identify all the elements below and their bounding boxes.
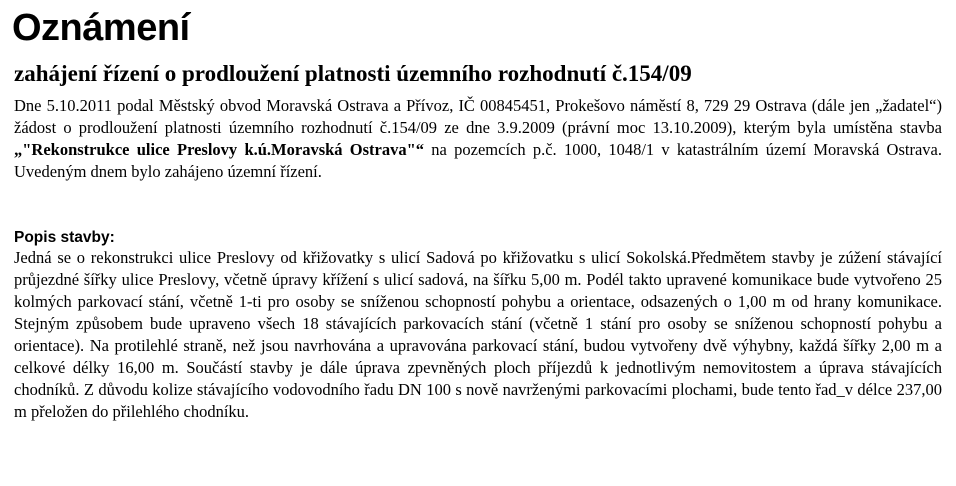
intro-paragraph xyxy=(14,95,942,183)
intro-text-part2: na pozemcích p.č. 1000, 1048/1 v katastrálním území Moravská Ostrava. Uvedeným dnem bylo zahájeno územní řízení. xyxy=(14,140,942,181)
notice-title: Oznámení xyxy=(12,7,190,49)
description-paragraph: Jedná se o rekonstrukci ulice Preslovy od křižovatky s ulicí Sadová po křižovatku s ulicí Sokolská.Předmětem stavby je zúžení stávající průjezdné šířky ulice Preslovy, včetně úpravy křížení s ulicí sadová, na šířku 5,00 m. Podél takto upravené komunikace bude vytvořeno 25 kolmých parkovací stání, včetně 1-ti pro osoby se sníženou schopností pohybu a orientace, odsazených o 1,00 m od hrany komunikace. Stejným způsobem bude upraveno všech 18 stávajících parkovacích stání (včetně 1 stání pro osoby se sníženou schopností pohybu a orientace). Na protilehlé straně, než jsou navrhována a upravována parkovací stání, budou vytvořeny dvě výhybny, každá šířky 2,00 m a celkové délky 16,00 m. Součástí stavby je dále úprava zpevněných ploch příjezdů k jednotlivým nemovitostem a úprava stávajících chodníků. Z důvodu kolize stávajícího vodovodního řadu DN 100 s nově navrženými parkovacími plochami, bude tento řad_v délce 237,00 m přeložen do přilehlého chodníku. xyxy=(14,248,942,421)
project-name: „"Rekonstrukce ulice Preslovy k.ú.Moravská Ostrava"“ xyxy=(14,140,425,159)
intro-text-part1: Dne 5.10.2011 podal Městský obvod Moravská Ostrava a Přívoz, IČ 00845451, Prokešovo náměstí 8, 729 29 Ostrava (dále jen „žadatel“) žádost o prodloužení platnosti územního rozhodnutí č.154/09 ze dne 3.9.2009 (právní moc 13.10.2009), kterým byla umístěna stavba xyxy=(14,96,942,137)
description-heading: Popis stavby: xyxy=(14,229,115,246)
notice-subtitle: zahájení řízení o prodloužení platnosti územního rozhodnutí č.154/09 xyxy=(14,61,692,86)
